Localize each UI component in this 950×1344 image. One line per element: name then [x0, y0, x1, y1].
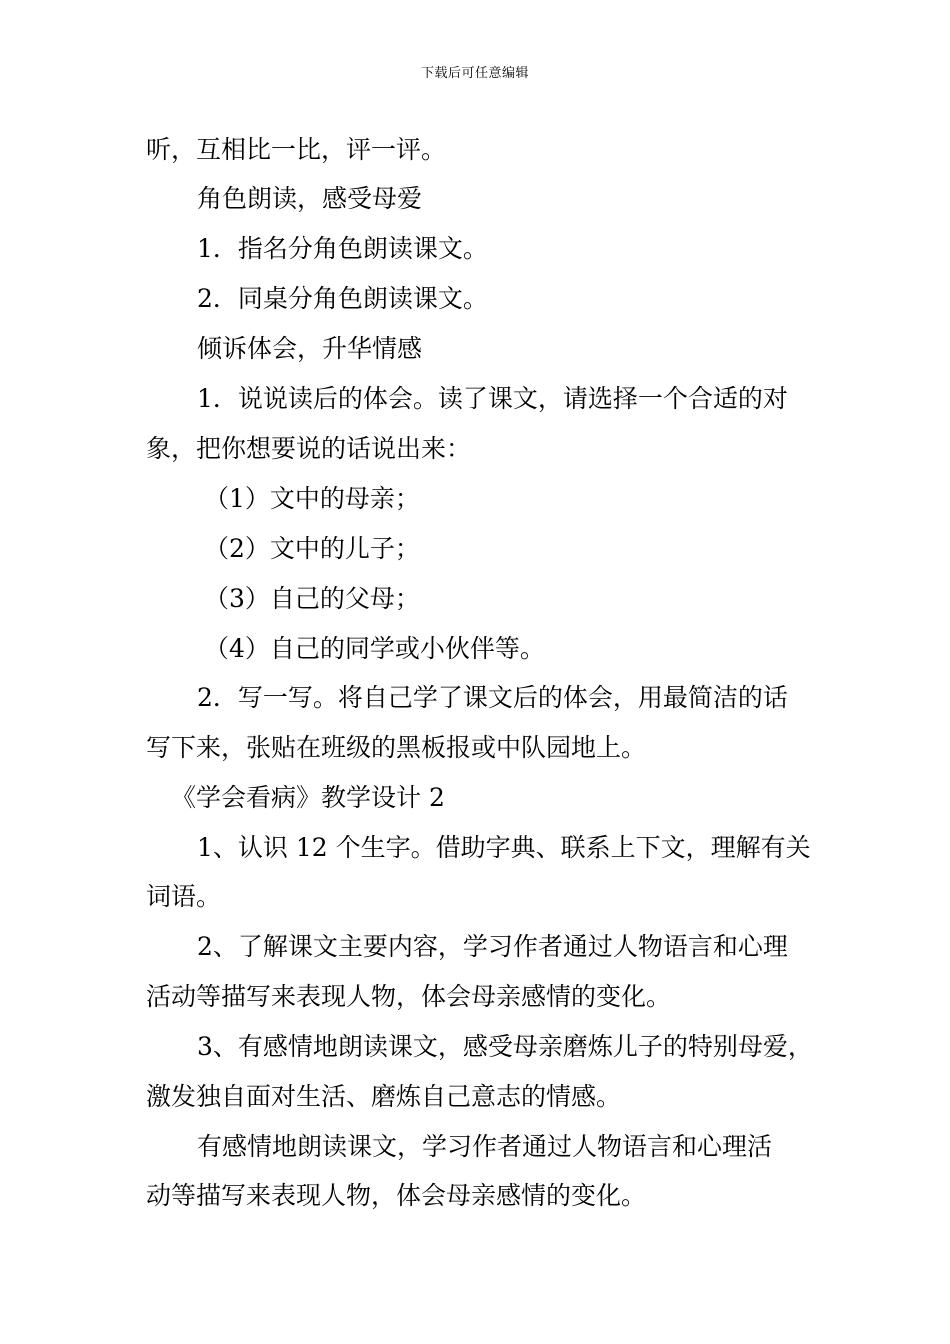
list-item: （2）文中的儿子；: [204, 534, 420, 563]
list-item: （1）文中的母亲；: [204, 484, 420, 513]
body-line: 象，把你想要说的话说出来：: [146, 434, 472, 463]
document-title: 《学会看病》教学设计 2: [171, 783, 445, 812]
section-heading: 角色朗读，感受母爱: [197, 184, 423, 213]
body-line: 1、认识 12 个生字。借助字典、联系上下文，理解有关: [197, 833, 811, 862]
body-line: 激发独自面对生活、磨炼自己意志的情感。: [146, 1082, 622, 1111]
body-line: 听，互相比一比，评一评。: [146, 135, 447, 164]
list-item: （3）自己的父母；: [204, 584, 420, 613]
list-item: （4）自己的同学或小伙伴等。: [204, 634, 545, 663]
body-line: 词语。: [146, 882, 222, 911]
body-line: 活动等描写来表现人物，体会母亲感情的变化。: [146, 982, 672, 1011]
body-line: 动等描写来表现人物，体会母亲感情的变化。: [146, 1181, 647, 1210]
body-line: 3、有感情地朗读课文，感受母亲磨炼儿子的特别母爱，: [197, 1032, 813, 1061]
body-line: 2．同桌分角色朗读课文。: [197, 284, 488, 313]
body-line: 1．指名分角色朗读课文。: [197, 234, 488, 263]
body-line: 1．说说读后的体会。读了课文，请选择一个合适的对: [197, 384, 788, 413]
body-line: 2．写一写。将自己学了课文后的体会，用最简洁的话: [197, 683, 788, 712]
body-line: 有感情地朗读课文，学习作者通过人物语言和心理活: [197, 1132, 773, 1161]
section-heading: 倾诉体会，升华情感: [197, 334, 423, 363]
body-line: 写下来，张贴在班级的黑板报或中队园地上。: [146, 733, 647, 762]
body-line: 2、了解课文主要内容，学习作者通过人物语言和心理: [197, 932, 788, 961]
page-header-note: 下载后可任意编辑: [420, 66, 529, 81]
